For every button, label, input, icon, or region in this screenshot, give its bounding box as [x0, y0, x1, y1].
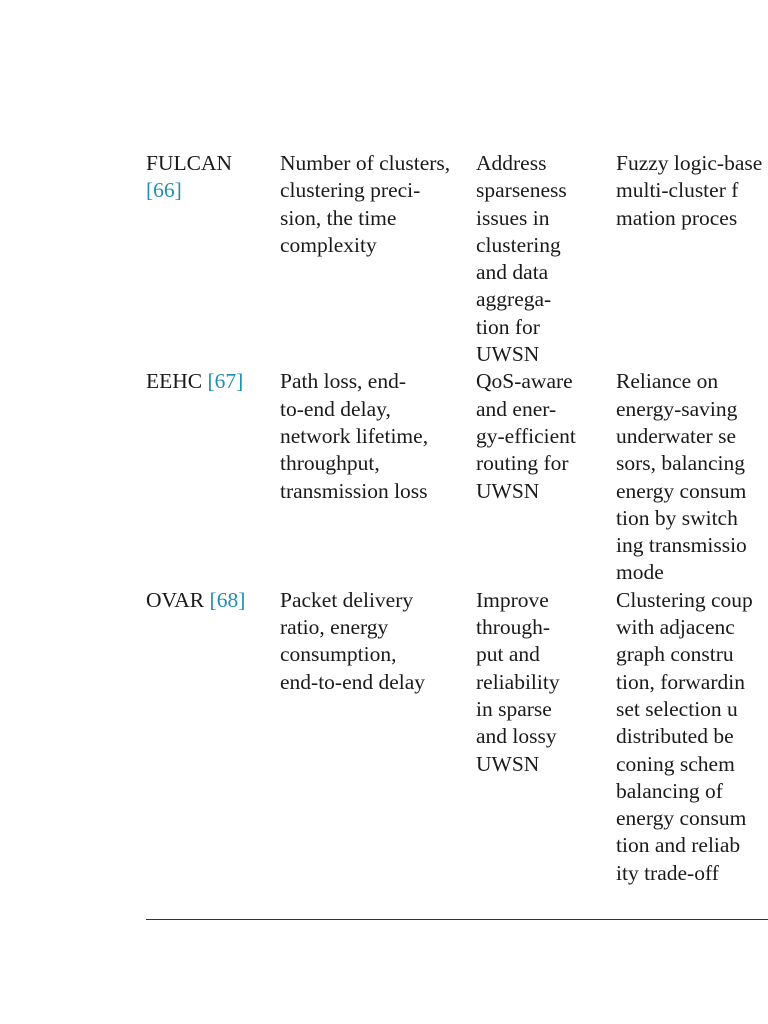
cell-line: coning schem	[616, 751, 735, 776]
cell-line: and lossy	[476, 724, 557, 749]
cell-line: tion, forwardin	[616, 669, 745, 694]
protocol-name: FULCAN	[146, 151, 233, 175]
cell-line: reliability	[476, 669, 560, 694]
cell-line: throughput,	[280, 451, 380, 476]
protocol-name-cell	[146, 150, 280, 368]
citation-link[interactable]: [66]	[146, 178, 182, 203]
cell-line: gy-efficient	[476, 423, 576, 448]
cell-line: QoS-aware	[476, 369, 573, 394]
metrics-cell	[280, 587, 476, 887]
cell-line: routing for	[476, 451, 569, 476]
table-row	[146, 368, 768, 586]
citation-link[interactable]: [67]	[207, 369, 244, 394]
cell-line: Reliance on	[616, 369, 719, 394]
cell-line: Packet delivery	[280, 587, 414, 612]
cell-line: distributed be	[616, 724, 734, 749]
cell-line: sparseness	[476, 178, 567, 203]
cell-line: in sparse	[476, 696, 552, 721]
cell-line: mode	[616, 560, 664, 585]
cell-line: tion by switch	[616, 505, 738, 530]
protocol-name-cell	[146, 368, 280, 586]
cell-line: put and	[476, 642, 540, 667]
cell-line: complexity	[280, 232, 377, 257]
protocol-name: OVAR	[146, 587, 205, 612]
technique-cell	[616, 150, 768, 368]
cell-line: underwater se	[616, 423, 736, 448]
cell-line: ratio, energy	[280, 615, 389, 640]
cell-line: sors, balancing	[616, 451, 745, 476]
protocol-name: EEHC	[146, 369, 203, 394]
cell-line: ing transmissio	[616, 533, 747, 558]
table-row	[146, 150, 768, 368]
cell-line: balancing of	[616, 778, 723, 803]
citation-link[interactable]: [68]	[209, 587, 246, 612]
cell-line: Number of clusters,	[280, 151, 451, 175]
cell-line: with adjacenc	[616, 615, 735, 640]
cell-line: transmission loss	[280, 478, 428, 503]
metrics-cell	[280, 150, 476, 368]
cell-line: Fuzzy logic-base	[616, 151, 763, 175]
cell-line: clustering	[476, 232, 561, 257]
cell-line: clustering preci-	[280, 178, 421, 203]
cell-line: sion, the time	[280, 205, 397, 230]
cell-line: Path loss, end-	[280, 369, 407, 394]
protocol-name-cell	[146, 587, 280, 887]
cell-line: consumption,	[280, 642, 397, 667]
objective-cell	[476, 587, 616, 887]
table-row	[146, 587, 768, 887]
cell-line: energy consum	[616, 478, 747, 503]
cell-line: end-to-end delay	[280, 669, 426, 694]
cell-line: to-end delay,	[280, 396, 391, 421]
objective-cell	[476, 368, 616, 586]
cell-line: and data	[476, 260, 549, 285]
comparison-table	[146, 150, 768, 887]
table-bottom-rule	[146, 919, 768, 920]
cell-line: energy consum	[616, 806, 747, 831]
cell-line: set selection u	[616, 696, 738, 721]
cell-line: Address	[476, 151, 547, 175]
cell-line: energy-saving	[616, 396, 738, 421]
cell-line: tion and reliab	[616, 833, 741, 858]
cell-line: ity trade-off	[616, 860, 719, 885]
cell-line: and ener-	[476, 396, 557, 421]
cell-line: issues in	[476, 205, 550, 230]
cell-line: mation proces	[616, 205, 738, 230]
cell-line: Improve	[476, 587, 549, 612]
cell-line: graph constru	[616, 642, 734, 667]
cell-line: UWSN	[476, 751, 540, 776]
technique-cell	[616, 587, 768, 887]
technique-cell	[616, 368, 768, 586]
cell-line: tion for	[476, 314, 540, 339]
cell-line: UWSN	[476, 478, 540, 503]
cell-line: through-	[476, 615, 551, 640]
cell-line: multi-cluster f	[616, 178, 739, 203]
objective-cell	[476, 150, 616, 368]
cell-line: Clustering coup	[616, 587, 753, 612]
cell-line: aggrega-	[476, 287, 552, 312]
cell-line: UWSN	[476, 342, 540, 367]
cell-line: network lifetime,	[280, 423, 429, 448]
metrics-cell	[280, 368, 476, 586]
